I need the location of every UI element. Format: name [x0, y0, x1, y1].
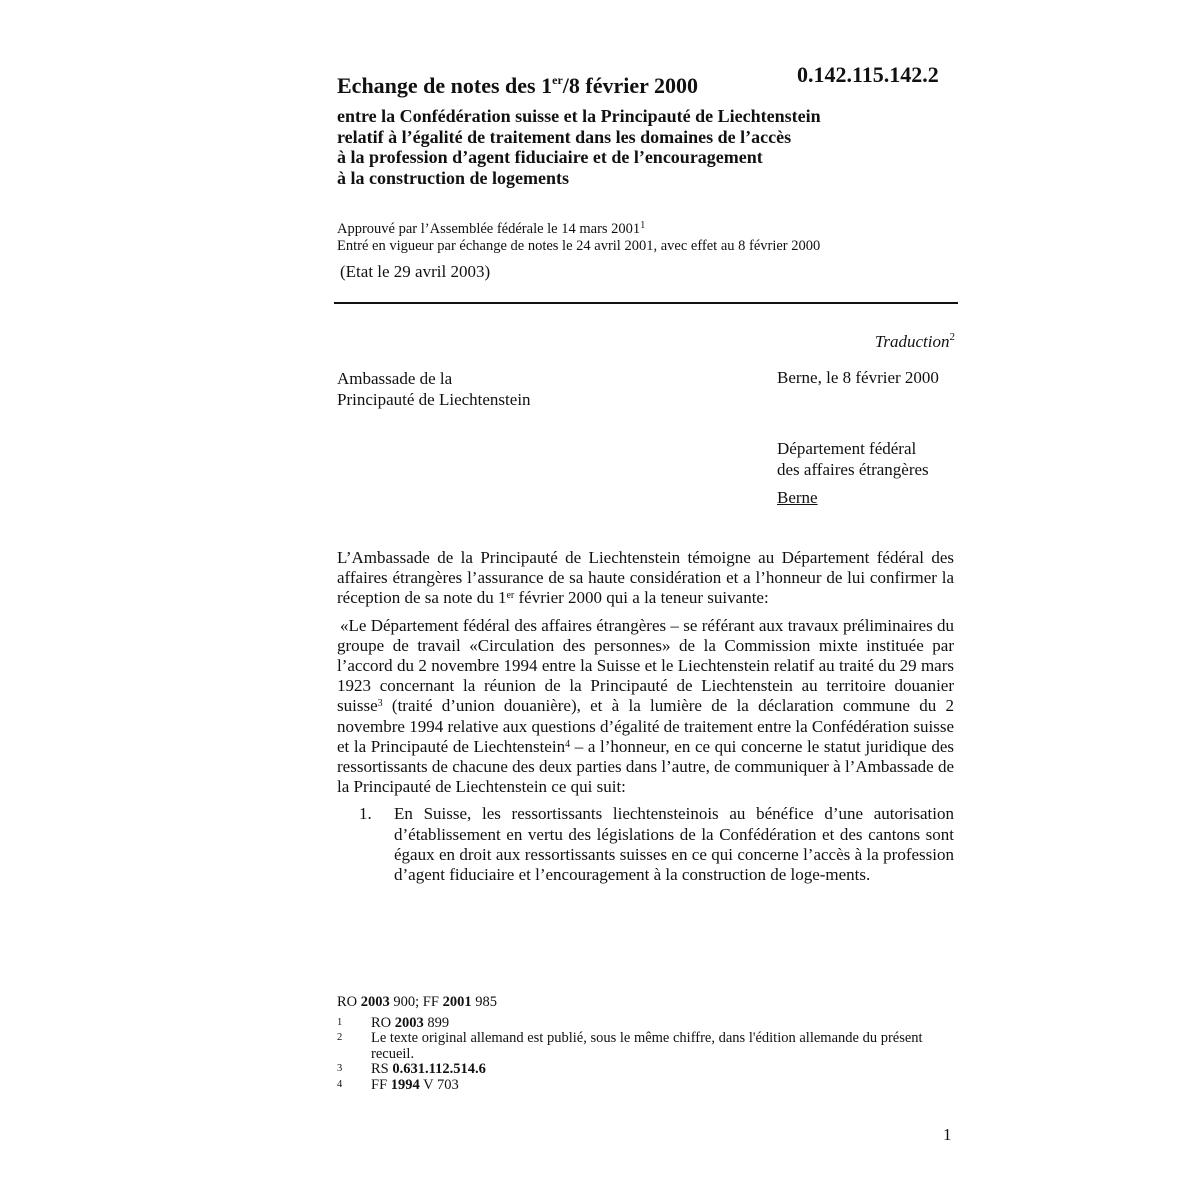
footnote-1-number: 1 — [337, 1016, 343, 1028]
title-prefix: Echange de notes des 1 — [337, 73, 553, 98]
fn4-year: 1994 — [390, 1076, 420, 1093]
footnotes — [337, 995, 952, 1093]
letter-place-date: Berne, le 8 février 2000 — [777, 368, 939, 387]
ro-label: RO — [337, 994, 361, 1010]
footnote-4-number: 4 — [337, 1078, 343, 1090]
fn1-year: 2003 — [394, 1014, 424, 1031]
sender-line-2: Principauté de Liechtenstein — [337, 390, 531, 409]
subtitle-line-3: à la profession d’agent fiduciaire et de l’encouragement — [337, 147, 763, 167]
paragraph-1-superscript: er — [506, 590, 515, 602]
fn4-rest: V 703 — [419, 1076, 459, 1093]
subtitle-line-4: à la construction de logements — [337, 167, 569, 188]
footnote-3-text — [371, 1062, 952, 1078]
fn1-prefix: RO — [371, 1014, 395, 1031]
translation-label: Traduction — [874, 332, 950, 351]
page-number: 1 — [943, 1125, 952, 1144]
approval-text: Approuvé par l’Assemblée fédérale le 14 mars 2001 — [337, 221, 641, 237]
body-paragraph-1 — [337, 548, 954, 609]
title-suffix: /8 février 2000 — [562, 73, 698, 98]
subtitle-line-1: entre la Confédération suisse et la Principauté de Liechtenstein — [337, 106, 821, 126]
sender-line-1: Ambassade de la — [337, 369, 453, 388]
footnote-ref-3[interactable]: 3 — [377, 698, 383, 710]
approval-line-2: Entré en vigueur par échange de notes le 24 avril 2001, avec effet au 8 février 2000 — [337, 238, 821, 254]
ff-rest: 985 — [471, 994, 497, 1010]
fn3-number: 0.631.112.514.6 — [392, 1061, 486, 1077]
footnote-ref-1[interactable]: 1 — [640, 220, 646, 231]
fn1-rest: 899 — [423, 1014, 450, 1031]
body-paragraph-2 — [337, 616, 954, 798]
fn3-prefix: RS — [371, 1061, 393, 1077]
status-date: (Etat le 29 avril 2003) — [340, 262, 491, 281]
recipient-line-1: Département fédéral — [777, 439, 917, 458]
approval-info — [337, 221, 820, 255]
paragraph-1-text-end: février 2000 qui a la teneur suivante: — [514, 588, 769, 608]
footnote-3 — [337, 1062, 952, 1078]
translation-note — [875, 332, 955, 352]
paragraph-1-text: L’Ambassade de la Principauté de Liechtenstein témoigne au Département fédéral des affaires étrangères l’assurance de sa haute considération et a l’honneur de lui confirmer la réception de sa note du 1 — [337, 548, 954, 608]
footnote-2-number: 2 — [337, 1032, 343, 1043]
footnote-2 — [337, 1031, 952, 1062]
footnote-2-text: Le texte original allemand est publié, sous le même chiffre, dans l'édition allemande du présent recueil. — [371, 1030, 923, 1062]
ro-rest: 900; FF — [389, 994, 443, 1010]
footnote-ref-4[interactable]: 4 — [565, 738, 571, 750]
systematic-reference-number: 0.142.115.142.2 — [797, 62, 939, 87]
letter-body — [337, 548, 954, 885]
footnote-1 — [337, 1016, 952, 1032]
paragraph-2-text-middle: (traité d’union douanière), et à la lumière de la déclaration commune du 2 novembre 1994 relative aux questions d’égalité de traitement entre la Confédération suisse et la Principauté de Liechtenstein — [337, 696, 954, 756]
letter-recipient — [777, 438, 929, 508]
subtitle-line-2: relatif à l’égalité de traitement dans les domaines de l’accès — [337, 126, 792, 147]
list-item-number: 1. — [359, 804, 372, 824]
paragraph-2-text-end: – a l’honneur, en ce qui concerne le statut juridique des ressortissants de chacune des deux parties dans l’autre, de communiquer à l’Ambassade de la Principauté de Liechtenstein ce qui suit: — [337, 736, 954, 797]
ff-year: 2001 — [442, 994, 472, 1010]
list-item — [337, 804, 954, 885]
recipient-line-2: des affaires étrangères — [777, 460, 929, 479]
list-item-text: En Suisse, les ressortissants liechtensteinois au bénéfice d’une autorisation d’établissement en vertu des législations de la Confédération et des cantons sont égaux en droit aux ressortissants suisses en ce qui concerne l’accès à la profession d’agent fiduciaire et l’encouragement à la construction de loge-ments. — [394, 804, 954, 885]
ro-year: 2003 — [360, 994, 390, 1010]
header-divider — [334, 302, 958, 304]
fn4-prefix: FF — [371, 1076, 391, 1093]
publication-reference — [337, 995, 952, 1011]
document-subtitle — [337, 106, 937, 188]
title-superscript: er — [552, 73, 563, 87]
footnote-4 — [337, 1078, 952, 1094]
recipient-city: Berne — [777, 488, 818, 507]
paragraph-2-text: «Le Département fédéral des affaires étrangères – se référant aux travaux préliminaires du groupe de travail «Circulation des personnes» de la Commission mixte instituée par l’accord du 2 novembre 1994 entre la Suisse et le Liechtenstein relatif au traité du 29 mars 1923 concernant la réunion de la Principauté de Liechtenstein au territoire douanier suisse — [337, 615, 954, 716]
letter-sender — [337, 368, 531, 410]
document-title — [337, 72, 698, 100]
approval-line-1 — [337, 221, 820, 238]
footnote-1-text — [371, 1016, 952, 1032]
footnote-3-number: 3 — [337, 1063, 343, 1074]
footnote-ref-2[interactable]: 2 — [949, 331, 955, 343]
footnote-4-text — [371, 1078, 952, 1094]
